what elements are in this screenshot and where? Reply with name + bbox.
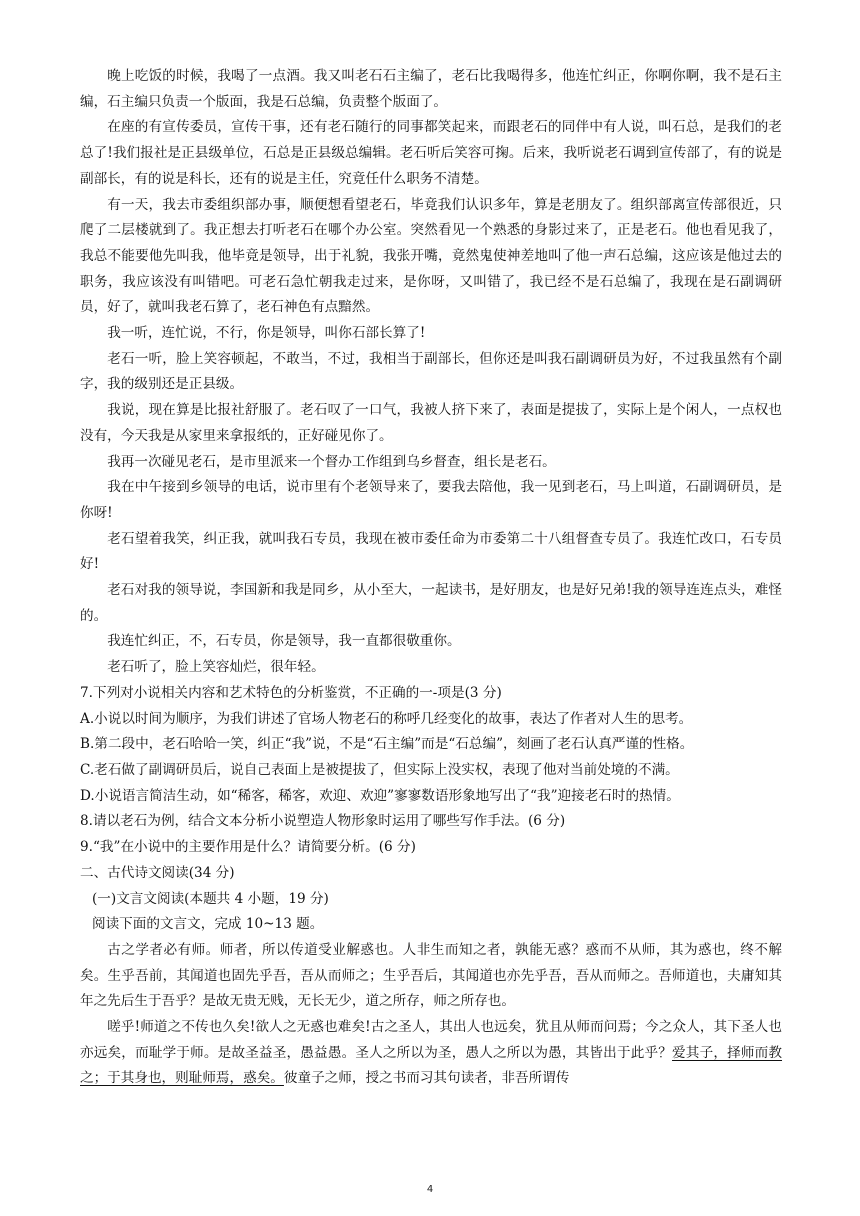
story-paragraph: 有一天，我去市委组织部办事，顺便想看望老石，毕竟我们认识多年，算是老朋友了。组织部离宣传部很近，只爬了二层楼就到了。我正想去打听老石在哪个办公室。突然看见一个熟悉的身影过来了，正是老石。他也看见我了，我总不能要他先叫我，他毕竟是领导，出于礼貌，我张开嘴，竟然鬼使神差地叫了他一声石总编，这应该是他过去的职务，我应该没有叫错吧。可老石急忙朝我走过来，是你呀，又叫错了，我已经不是石总编了，我现在是石副调研员，好了，就叫我老石算了，老石神色有点黯然。 bbox=[80, 196, 782, 316]
subsection-title: (一)文言文阅读(本题共 4 小题，19 分) bbox=[92, 890, 329, 907]
classical-paragraph: 古之学者必有师。师者，所以传道受业解惑也。人非生而知之者，孰能无惑？惑而不从师，其为惑也，终不解矣。生乎吾前，其闻道也固先乎吾，吾从而师之；生乎吾后，其闻道也亦先乎吾，吾从而师之。吾师道也，夫庸知其年之先后生于吾乎？是故无贵无贱，无长无少，道之所存，师之所存也。 bbox=[80, 941, 782, 1010]
question-7: 7.下列对小说相关内容和艺术特色的分析鉴赏，不正确的一-项是(3 分) bbox=[80, 684, 502, 701]
story-paragraph: 我再一次碰见老石，是市里派来一个督办工作组到乌乡督查，组长是老石。 bbox=[107, 453, 556, 470]
classical-paragraph bbox=[80, 1015, 782, 1092]
story-paragraph: 我一听，连忙说，不行，你是领导，叫你石部长算了! bbox=[107, 325, 426, 342]
story-paragraph: 我连忙纠正，不，石专员，你是领导，我一直都很敬重你。 bbox=[107, 633, 461, 650]
option-b: B.第二段中，老石哈哈一笑，纠正“我”说，不是“石主编”而是“石总编”，刻画了老石认真严谨的性格。 bbox=[80, 736, 694, 753]
story-paragraph: 我说，现在算是比报社舒服了。老石叹了一口气，我被人挤下来了，表面是提拔了，实际上是个闲人，一点权也没有，今天我是从家里来拿报纸的，正好碰见你了。 bbox=[80, 402, 782, 444]
option-d: D.小说语言简洁生动，如“稀客，稀客，欢迎、欢迎”寥寥数语形象地写出了“我”迎接老石时的热情。 bbox=[80, 787, 680, 804]
section-title: 二、古代诗文阅读(34 分) bbox=[80, 864, 235, 881]
story-paragraph: 在座的有宣传委员，宣传干事，还有老石随行的同事都笑起来，而跟老石的同伴中有人说，叫石总，是我们的老总了!我们报社是正县级单位，石总是正县级总编辑。老石听后笑容可掬。后来，我听说老石调到宣传部了，有的说是副部长，有的说是科长，还有的说是主任，究竟任什么职务不清楚。 bbox=[80, 119, 782, 187]
story-paragraph: 老石一听，脸上笑容顿起，不敢当，不过，我相当于副部长，但你还是叫我石副调研员为好，不过我虽然有个副字，我的级别还是正县级。 bbox=[80, 350, 782, 393]
story-paragraph: 老石听了，脸上笑容灿烂，很年轻。 bbox=[107, 659, 325, 676]
page-content bbox=[80, 64, 782, 1092]
questions-block bbox=[80, 681, 782, 861]
section-classical bbox=[80, 861, 782, 1092]
page-number: 4 bbox=[426, 1184, 434, 1195]
story-paragraph: 老石望着我笑，纠正我，就叫我石专员，我现在被市委任命为市委第二十八组督查专员了。我连忙改口，石专员好! bbox=[80, 530, 782, 573]
story-excerpt bbox=[80, 64, 782, 681]
passage-text: 嗟乎!师道之不传也久矣!欲人之无惑也难矣!古之圣人，其出人也远矣，犹且从师而问焉；今之众人，其下圣人也亦远矣，而耻学于师。是故圣益圣，愚益愚。圣人之所以为圣，愚人之所以为愚，其皆出于此乎？ bbox=[80, 1019, 782, 1061]
story-paragraph: 晚上吃饭的时候，我喝了一点酒。我又叫老石石主编了，老石比我喝得多，他连忙纠正，你啊你啊，我不是石主编，石主编只负责一个版面，我是石总编，负责整个版面了。 bbox=[80, 68, 782, 110]
question-9: 9.“我”在小说中的主要作用是什么？请简要分析。(6 分) bbox=[80, 839, 416, 856]
underlined-sentence: 爱其子，择师而教之；于其身也，则耻师焉，惑矣。 bbox=[80, 1044, 783, 1087]
option-a: A.小说以时间为顺序，为我们讲述了官场人物老石的称呼几经变化的故事，表达了作者对人生的思考。 bbox=[80, 710, 693, 727]
story-paragraph: 我在中午接到乡领导的电话，说市里有个老领导来了，要我去陪他，我一见到老石，马上叫道，石副调研员，是你呀! bbox=[80, 479, 782, 521]
passage-text: 彼童子之师，授之书而习其句读者，非吾所谓传 bbox=[283, 1070, 570, 1087]
story-paragraph: 老石对我的领导说，李国新和我是同乡，从小至大，一起读书，是好朋友，也是好兄弟!我的领导连连点头，难怪的。 bbox=[80, 582, 782, 624]
option-c: C.老石做了副调研员后，说自己表面上是被提拔了，但实际上没实权，表现了他对当前处境的不满。 bbox=[80, 761, 679, 778]
question-8: 8.请以老石为例，结合文本分析小说塑造人物形象时运用了哪些写作手法。(6 分) bbox=[80, 813, 566, 830]
reading-instruction: 阅读下面的文言文，完成 10~13 题。 bbox=[92, 916, 324, 933]
